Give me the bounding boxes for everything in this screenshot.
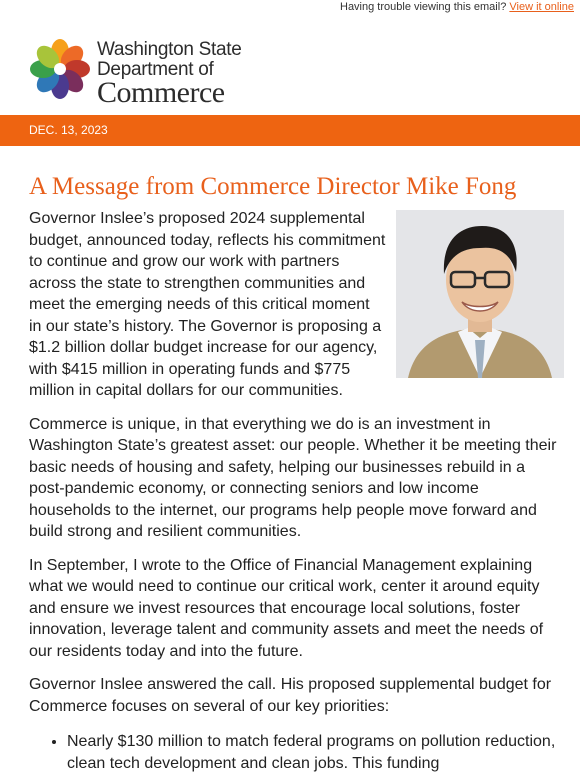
logo-line-state: Washington State xyxy=(97,39,242,60)
article-paragraph: Governor Inslee answered the call. His proposed supplemental budget for Commerce focuses on several of our key priorities: xyxy=(29,676,552,715)
agency-logo-text xyxy=(97,40,241,107)
commerce-logo-icon xyxy=(29,38,91,100)
article-paragraph: Commerce is unique, in that everything we do is an investment in Washington State’s greatest asset: our people. Whether it be meeting their basic needs of housing and safety, helping our businesses rebuild in a post-pandemic economy, or connecting seniors and low income households to the internet, our programs help people move forward and build strong and resilient communities. xyxy=(29,415,557,540)
article-paragraph: Governor Inslee’s proposed 2024 supplemental budget, announced today, reflects his commitment to continue and grow our work with partners across the state to strengthen communities and meet the emerging needs of this critical moment in our state’s history. The Governor is proposing a $1.2 billion dollar budget increase for our agency, with $415 million in operating funds and $775 million in capital dollars for our communities. xyxy=(29,210,386,399)
trouble-viewing-text: Having trouble viewing this email? xyxy=(340,1,507,13)
view-online-link[interactable]: View it online xyxy=(509,1,574,13)
article-content xyxy=(29,172,564,774)
article-title: A Message from Commerce Director Mike Fong xyxy=(29,173,517,200)
issue-date: DEC. 13, 2023 xyxy=(29,123,108,137)
email-top-bar xyxy=(0,0,580,14)
article-paragraph: In September, I wrote to the Office of Financial Management explaining what we would need to continue our critical work, center it around equity and ensure we invest resources that encourage local solutions, foster innovation, leverage talent and community assets and meet the needs of our residents today and into the future. xyxy=(29,556,544,660)
portrait-image xyxy=(396,210,564,378)
logo-line-department: Department of xyxy=(97,59,214,80)
priorities-list xyxy=(29,731,564,774)
logo-line-commerce: Commerce xyxy=(97,76,225,109)
email-header xyxy=(0,14,580,114)
date-bar xyxy=(0,115,580,146)
list-item: • Nearly $130 million to match federal programs on pollution reduction, clean tech development and clean jobs. This funding xyxy=(67,731,564,774)
director-photo xyxy=(396,210,564,378)
